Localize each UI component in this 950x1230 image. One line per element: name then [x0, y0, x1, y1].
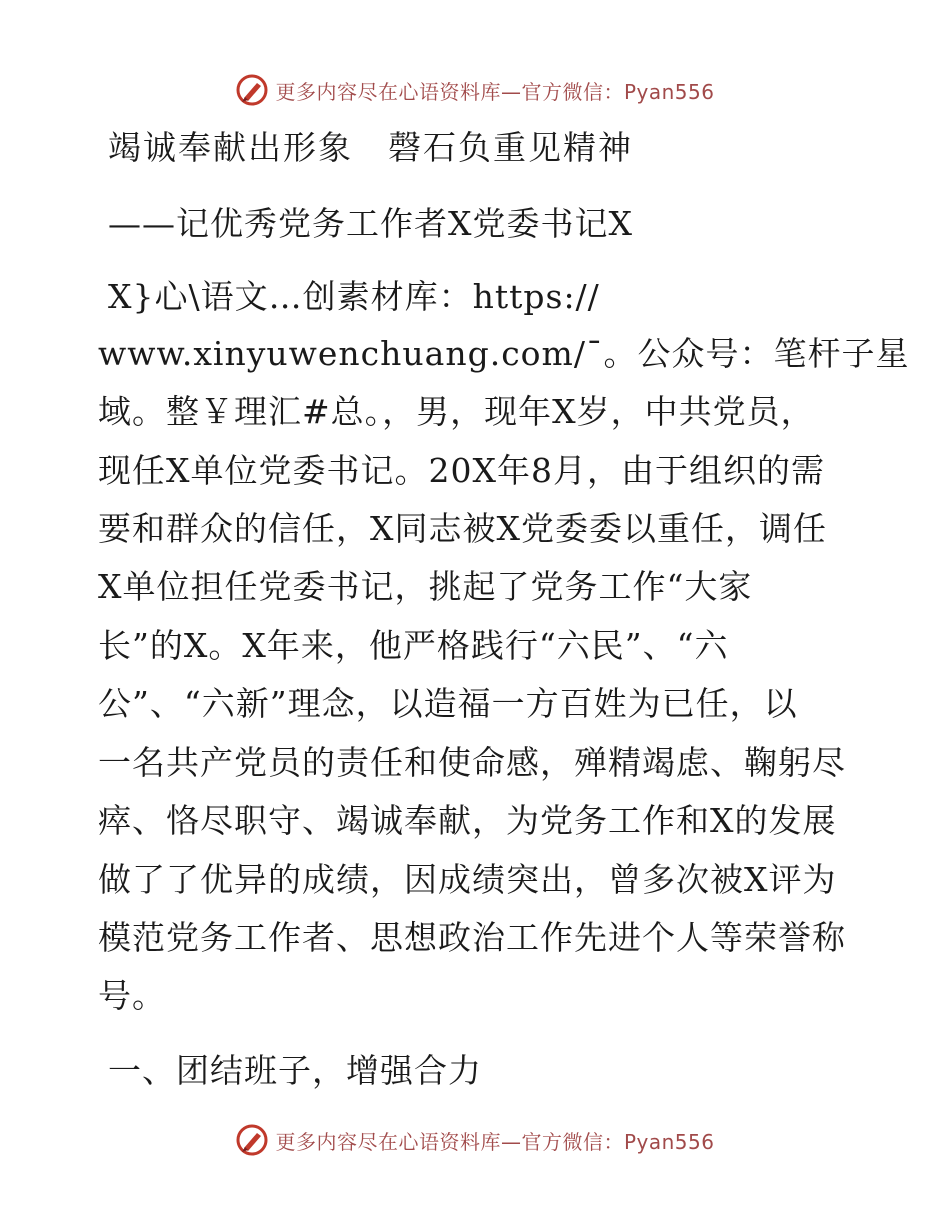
section-heading: 一、团结班子，增强合力 — [108, 1051, 482, 1090]
document-subtitle: ——记优秀党务工作者X党委书记X — [108, 204, 633, 243]
body-line: 号。 — [98, 976, 166, 1015]
header-banner-text: 更多内容尽在心语资料库—官方微信：Pyan556 — [275, 79, 715, 104]
body-line: 长”的X。X年来，他严格践行“六民”、“六 — [98, 626, 729, 665]
document-title: 竭诚奉献出形象 磬石负重见精神 — [108, 128, 633, 167]
body-line: X}心\语文…创素材库：https:// — [108, 277, 600, 316]
footer-banner-text: 更多内容尽在心语资料库—官方微信：Pyan556 — [275, 1129, 715, 1154]
body-line: 要和群众的信任，X同志被X党委委以重任，调任 — [98, 509, 827, 548]
pen-logo-icon — [235, 1123, 269, 1157]
body-line: 做了了优异的成绩，因成绩突出，曾多次被X评为 — [98, 860, 837, 899]
body-line: 模范党务工作者、思想政治工作先进个人等荣誉称 — [98, 918, 846, 957]
body-line: 一名共产党员的责任和使命感，殚精竭虑、鞠躬尽 — [98, 743, 846, 782]
body-line: 瘁、恪尽职守、竭诚奉献，为党务工作和X的发展 — [98, 801, 837, 840]
footer-banner — [0, 1120, 950, 1160]
pen-logo-icon — [235, 73, 269, 107]
body-line: www.xinyuwenchuang.com/¯。公众号：笔杆子星 — [98, 334, 910, 373]
body-line: 现任X单位党委书记。20X年8月，由于组织的需 — [98, 451, 825, 490]
body-line: X单位担任党委书记，挑起了党务工作“大家 — [98, 567, 753, 606]
body-line: 公”、“六新”理念，以造福一方百姓为已任，以 — [98, 684, 798, 723]
body-line: 域。整￥理汇#总。，男，现年X岁，中共党员， — [98, 392, 815, 431]
header-banner — [0, 70, 950, 110]
